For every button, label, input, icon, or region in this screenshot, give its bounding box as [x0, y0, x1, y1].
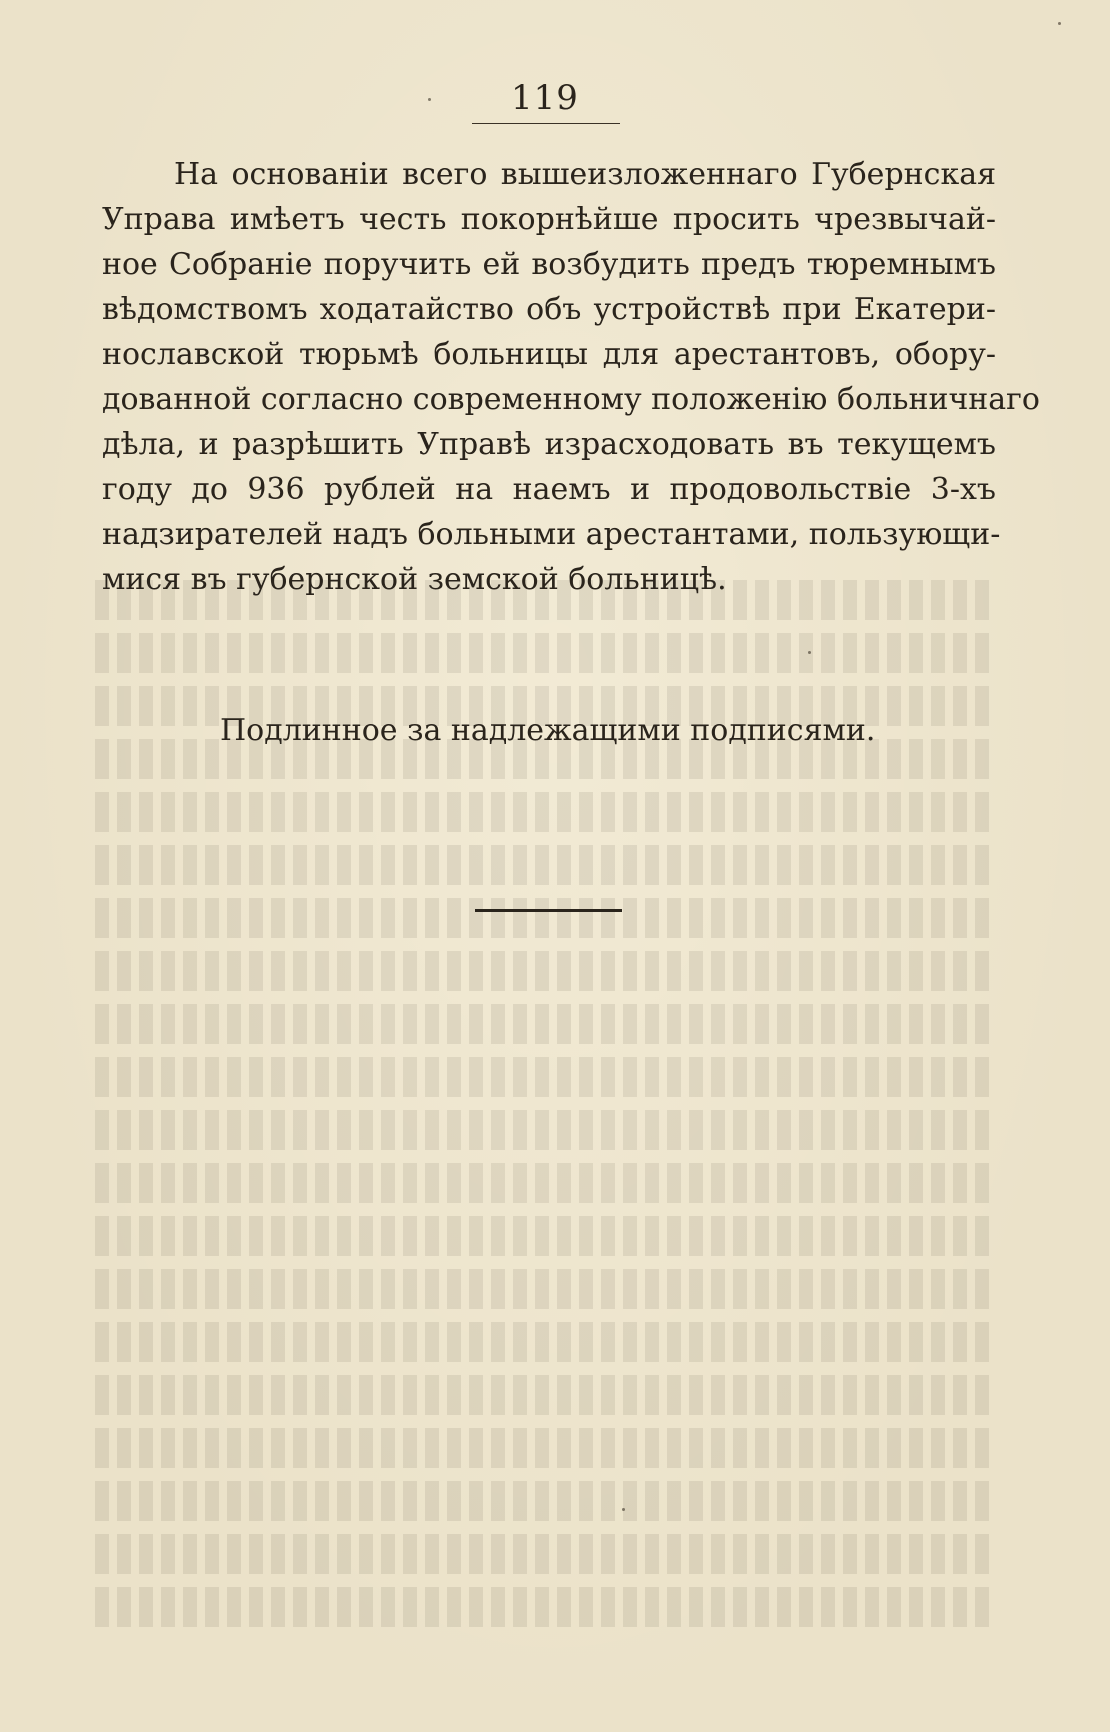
- page-number: 119: [511, 78, 579, 118]
- paragraph-line: Управа имѣетъ честь покорнѣйше просить чрезвычай-: [102, 202, 996, 237]
- paragraph-line: надзирателей надъ больными арестантами, пользующи-: [102, 517, 1001, 552]
- page-number-underline: [472, 123, 620, 124]
- speck: [428, 98, 431, 101]
- paragraph-line: дованной согласно современному положенію больничнаго: [102, 382, 1040, 417]
- paragraph-line: году до 936 рублей на наемъ и продовольствіе 3-хъ: [102, 472, 996, 507]
- paragraph-line: На основаніи всего вышеизложеннаго Губернская: [174, 157, 996, 192]
- paragraph-line: мися въ губернской земской больницѣ.: [102, 562, 727, 597]
- paragraph-line: ное Собраніе поручить ей возбудить предъ тюремнымъ: [102, 247, 996, 282]
- main-paragraph: [102, 152, 1040, 602]
- speck: [1058, 22, 1061, 25]
- closing-rule: [475, 909, 622, 912]
- paragraph-line: дѣла, и разрѣшить Управѣ израсходовать въ текущемъ: [102, 427, 996, 462]
- signature-note: Подлинное за надлежащими подписями.: [220, 713, 876, 748]
- speck: [622, 1508, 625, 1511]
- speck: [808, 651, 811, 654]
- paragraph-line: вѣдомствомъ ходатайство объ устройствѣ при Екатери-: [102, 292, 996, 327]
- paragraph-line: нославской тюрьмѣ больницы для арестантовъ, обору-: [102, 337, 996, 372]
